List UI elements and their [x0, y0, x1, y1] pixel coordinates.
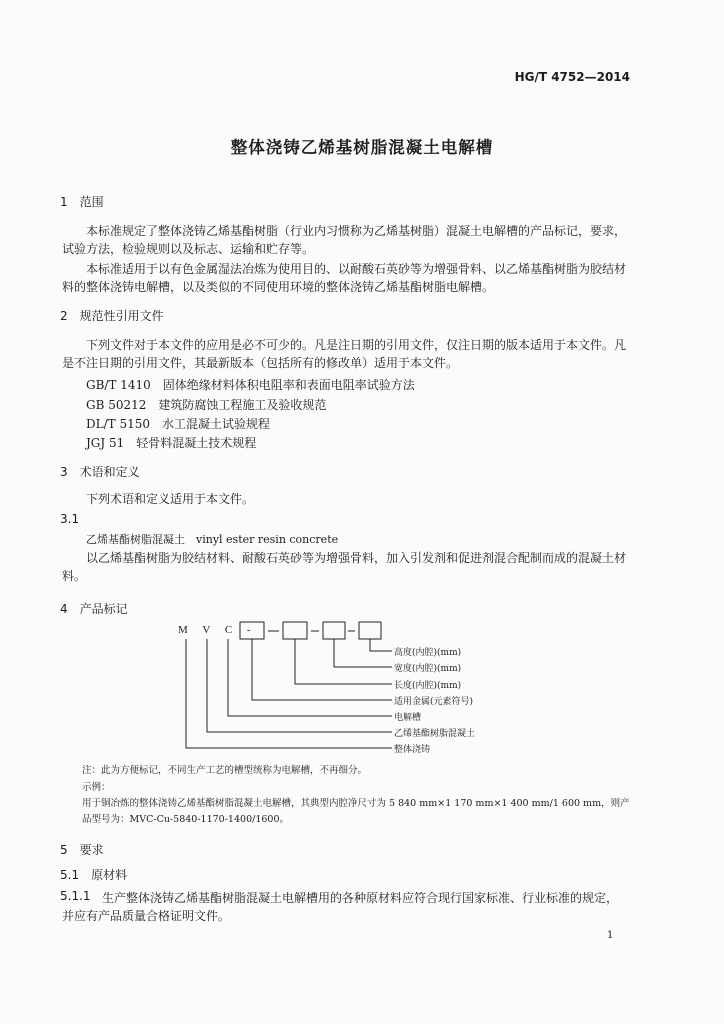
standard-code: HG/T 4752—2014 — [514, 70, 630, 84]
code-box — [240, 622, 264, 639]
section-2-heading: 2 规范性引用文件 — [60, 309, 164, 323]
term-number: 3.1 — [60, 512, 80, 526]
marking-note: 注：此为方便标记，不同生产工艺的槽型统称为电解槽，不再细分。 — [82, 765, 368, 776]
example-label: 示例： — [82, 782, 111, 793]
code-box — [359, 622, 381, 639]
example-text: 用于铜冶炼的整体浇铸乙烯基酯树脂混凝土电解槽，其典型内腔净尺寸为 5 840 mm×1 170 mm×1 400 mm/1 600 mm，则产品型号为：MVC-Cu-5840-1170-1400/1600。 — [82, 798, 630, 825]
section-3-heading: 3 术语和定义 — [60, 465, 140, 479]
clause-text: 生产整体浇铸乙烯基酯树脂混凝土电解槽用的各种原材料应符合现行国家标准、行业标准的规定，并应有产品质量合格证明文件。 — [62, 891, 619, 923]
section-5-1-heading: 5.1 原材料 — [60, 868, 128, 882]
reference-item: GB 50212 建筑防腐蚀工程施工及验收规范 — [86, 398, 327, 412]
code-prefix: M V C - — [178, 624, 257, 636]
label-height: 高度(内腔)(mm) — [394, 648, 462, 658]
reference-item: JGJ 51 轻骨料混凝土技术规程 — [86, 436, 257, 450]
label-concrete: 乙烯基酯树脂混凝土 — [394, 729, 476, 739]
code-box — [323, 622, 345, 639]
scope-paragraph-1: 本标准规定了整体浇铸乙烯基酯树脂（行业内习惯称为乙烯基树脂）混凝土电解槽的产品标记，要求，试验方法，检验规则以及标志、运输和贮存等。 — [62, 224, 627, 256]
term-name: 乙烯基酯树脂混凝土 vinyl ester resin concrete — [86, 533, 339, 546]
code-box — [283, 622, 307, 639]
label-length: 长度(内腔)(mm) — [394, 681, 462, 691]
page-number: 1 — [607, 930, 614, 941]
terms-paragraph: 下列术语和定义适用于本文件。 — [86, 492, 255, 506]
label-width: 宽度(内腔)(mm) — [394, 664, 462, 674]
reference-item: DL/T 5150 水工混凝土试验规程 — [86, 417, 270, 431]
term-definition: 以乙烯基酯树脂为胶结材料、耐酸石英砂等为增强骨料，加入引发剂和促进剂混合配制而成的混凝土材料。 — [62, 551, 627, 583]
section-5-heading: 5 要求 — [60, 843, 104, 857]
scope-paragraph-2: 本标准适用于以有色金属湿法冶炼为使用目的、以耐酸石英砂等为增强骨料、以乙烯基酯树脂为胶结材料的整体浇铸电解槽，以及类似的不同使用环境的整体浇铸乙烯基酯树脂电解槽。 — [62, 262, 627, 294]
label-cast: 整体浇铸 — [394, 745, 431, 755]
section-4-heading: 4 产品标记 — [60, 602, 128, 616]
clause-number: 5.1.1 — [60, 889, 91, 903]
document-title: 整体浇铸乙烯基树脂混凝土电解槽 — [230, 138, 494, 157]
section-1-heading: 1 范围 — [60, 195, 104, 209]
label-cell: 电解槽 — [394, 713, 422, 723]
normative-paragraph: 下列文件对于本文件的应用是必不可少的。凡是注日期的引用文件，仅注日期的版本适用于本文件。凡是不注日期的引用文件，其最新版本（包括所有的修改单）适用于本文件。 — [62, 338, 627, 370]
label-metal: 适用金属(元素符号) — [394, 697, 474, 707]
reference-item: GB/T 1410 固体绝缘材料体积电阻率和表面电阻率试验方法 — [86, 378, 415, 392]
